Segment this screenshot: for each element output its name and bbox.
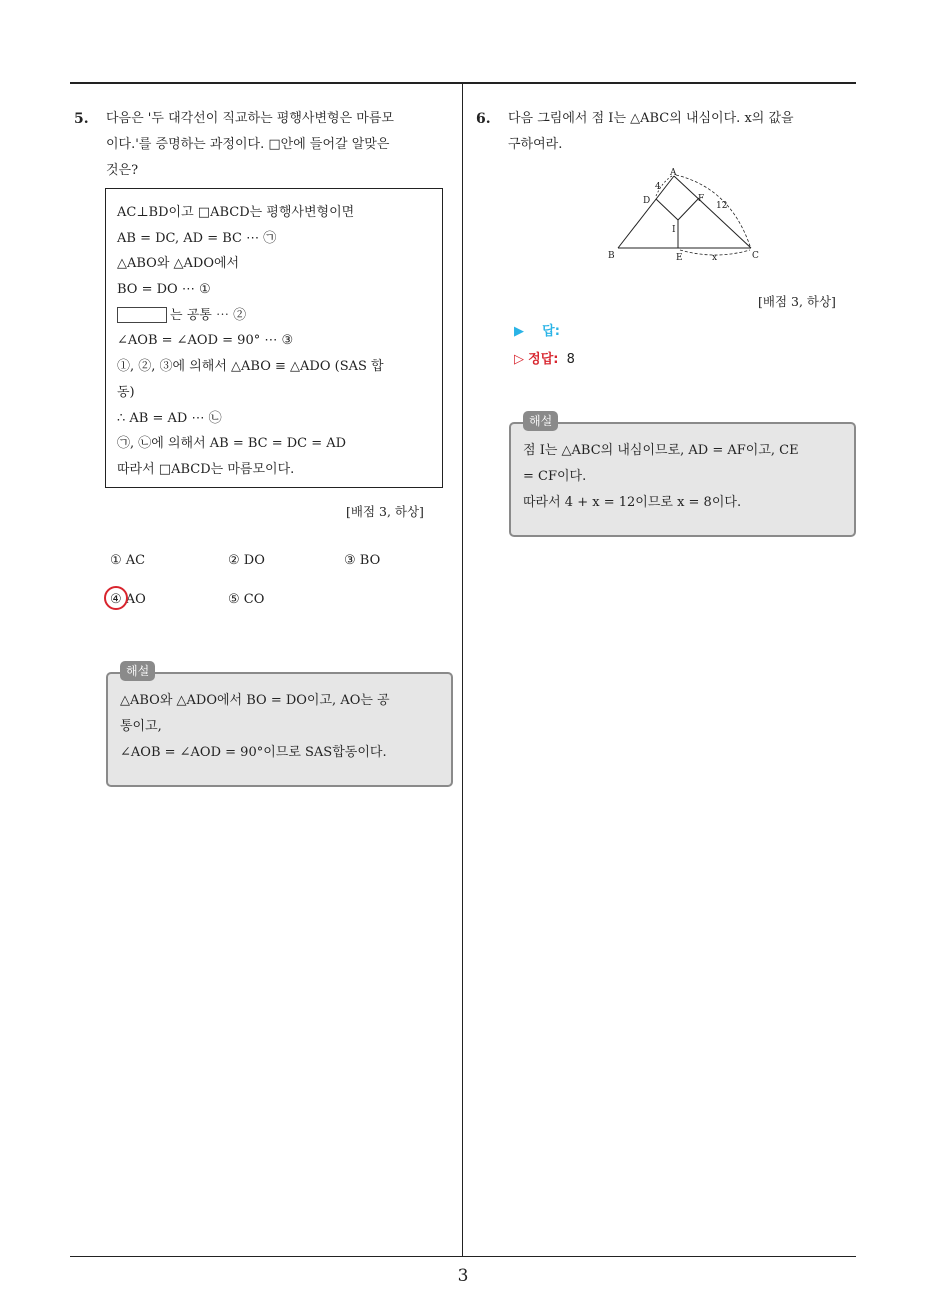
label-a: A [670, 168, 677, 178]
q6-explanation-tag: 해설 [523, 411, 558, 431]
label-d: D [643, 196, 651, 206]
proof-line: ∴ AB = AD ⋯ ㉡ [117, 410, 222, 426]
q6-source: [배점 3, 하상] [758, 294, 836, 309]
choice-1[interactable]: ① AC [110, 553, 146, 568]
proof-line: AC⊥BD이고 □ABCD는 평행사변형이면 [117, 205, 355, 220]
correct-label: 정답: [528, 352, 559, 367]
explain-line: △ABO와 △ADO에서 BO = DO이고, AO는 공 [120, 693, 390, 708]
correct-answer-row [514, 348, 575, 367]
correct-arrow-icon: ▷ [514, 352, 524, 367]
explain-line: ∠AOB = ∠AOD = 90°이므로 SAS합동이다. [120, 745, 387, 760]
label-i: I [672, 225, 676, 235]
column-divider [462, 84, 463, 1256]
q5-number: 5. [74, 111, 89, 127]
q6-text-line: 구하여라. [508, 137, 563, 152]
correct-value: 8 [566, 352, 575, 367]
q5-text-line: 이다.'를 증명하는 과정이다. □안에 들어갈 알맞은 [106, 137, 390, 152]
proof-line: ∠AOB = ∠AOD = 90° ⋯ ③ [117, 333, 294, 349]
side-ab [618, 176, 674, 248]
explain-line: 따라서 4 + x = 12이므로 x = 8이다. [523, 495, 742, 510]
choice-4[interactable]: ④ AO [110, 592, 146, 607]
proof-line: ①, ②, ③에 의해서 △ABO ≡ △ADO (SAS 합 [117, 359, 384, 375]
segment-if [678, 198, 699, 220]
q5-explanation-tag: 해설 [120, 661, 155, 681]
proof-line-blank [117, 303, 431, 329]
proof-line-text: 는 공통 ⋯ ② [170, 307, 247, 323]
q5-question-text [106, 106, 394, 184]
page-number: 3 [457, 1266, 469, 1286]
choice-2[interactable]: ② DO [228, 553, 265, 568]
choice-5[interactable]: ⑤ CO [228, 592, 265, 607]
q5-explanation-box [106, 672, 453, 787]
explain-line: 점 I는 △ABC의 내심이므로, AD = AF이고, CE [523, 443, 799, 458]
q5-text-line: 것은? [106, 163, 139, 178]
label-c: C [752, 251, 759, 261]
q6-question-text [508, 106, 794, 158]
answer-row [514, 320, 560, 339]
q6-text-line: 다음 그림에서 점 I는 △ABC의 내심이다. x의 값을 [508, 111, 794, 126]
top-rule [70, 82, 856, 84]
explain-line: = CF이다. [523, 469, 587, 484]
label-f: F [698, 194, 705, 204]
proof-line: ㉠, ㉡에 의해서 AB = BC = DC = AD [117, 436, 347, 452]
q6-explanation-box [509, 422, 856, 537]
answer-arrow-icon: ▶ [514, 324, 524, 339]
answer-blank-box [117, 307, 167, 323]
explain-line: 통이고, [120, 719, 162, 734]
proof-line: 동) [117, 384, 135, 400]
segment-di [656, 199, 678, 220]
selected-answer-circle [104, 586, 128, 610]
proof-line: △ABO와 △ADO에서 [117, 256, 240, 272]
q5-source: [배점 3, 하상] [346, 504, 424, 519]
q5-proof-box [105, 188, 443, 488]
q5-text-line: 다음은 '두 대각선이 직교하는 평행사변형은 마름모 [106, 111, 394, 126]
label-fc-length: 12 [716, 201, 728, 211]
bottom-rule [70, 1256, 856, 1257]
label-e: E [676, 253, 683, 263]
triangle-incenter-figure [600, 168, 770, 268]
choice-3[interactable]: ③ BO [344, 553, 381, 568]
proof-line: AB = DC, AD = BC ⋯ ㉠ [117, 230, 277, 246]
proof-line: 따라서 □ABCD는 마름모이다. [117, 461, 295, 477]
q6-number: 6. [476, 111, 491, 127]
label-ec-length: x [712, 253, 718, 263]
label-b: B [608, 251, 615, 261]
label-ad-length: 4 [655, 182, 661, 192]
proof-line: BO = DO ⋯ ① [117, 282, 211, 298]
answer-label: 답: [542, 324, 560, 339]
